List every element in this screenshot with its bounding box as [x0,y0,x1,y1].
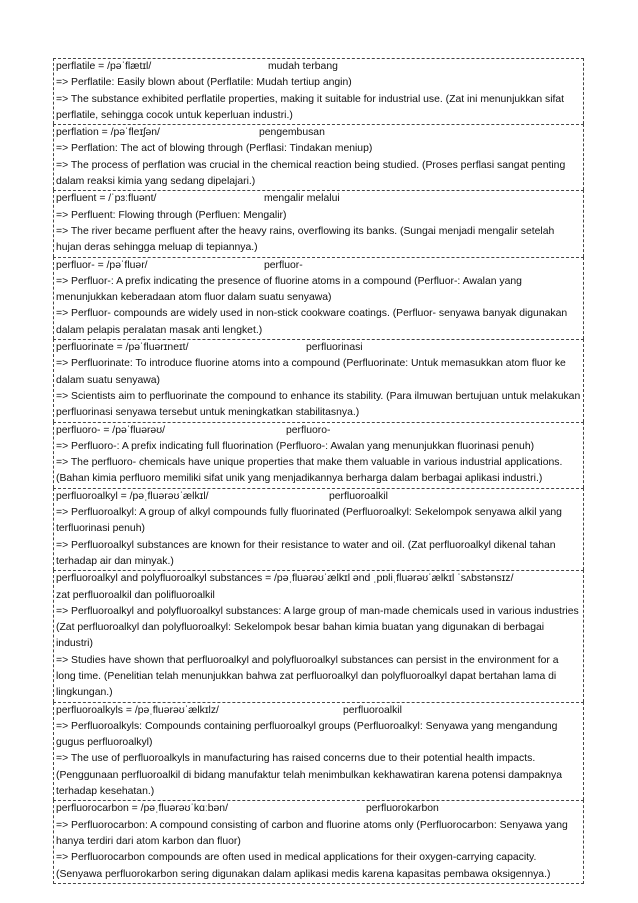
entry-translation: perfluoro- [286,424,331,436]
entry-example: => The river became perfluent after the heavy rains, overflowing its banks. (Sungai menjadi mengalir setelah hujan deras sehingga meluap di tepiannya.) [56,225,555,254]
entry-perfluoroalkyls [53,702,584,801]
entry-term: perflation = /pəˈfleɪʃən/ [56,127,160,139]
entry-perfluoroalkyl [53,488,584,570]
entry-definition: => Perfluoroalkyl and polyfluoroalkyl substances: A large group of man-made chemicals used in various industries (Zat perfluoroalkyl dan polyfluoroalkyl: Sekelompok besar bahan kimia buatan yang digunakan di berbagai industri) [56,605,579,650]
entry-example: => Perfluoroalkyl substances are known for their resistance to water and oil. (Zat perfluoroalkyl dikenal tahan terhadap air dan minyak.) [56,539,556,567]
entry-translation: perfluorokarbon [366,803,439,815]
entry-definition: => Perfluoroalkyl: A group of alkyl compounds fully fluorinated (Perfluoroalkyl: Sekelompok senyawa alkil yang terfluorinasi penuh) [56,507,562,535]
entry-translation: perfluor- [264,259,303,271]
entry-head [56,489,581,505]
entry-term: perfluorinate = /pəˈfluərɪneɪt/ [56,342,189,354]
entry-term: perfluorocarbon = /pəˌfluərəʊˈkɑːbən/ [56,803,228,815]
entry-definition: => Perfluor-: A prefix indicating the presence of fluorine atoms in a compound (Perfluor-: Awalan yang menunjukkan keberadaan atom fluor dalam suatu senyawa) [56,275,522,304]
glossary-page [53,58,584,884]
entry-example: => Scientists aim to perfluorinate the compound to enhance its stability. (Para ilmuwan bertujuan untuk melakukan perfluorinasi senyawa tersebut untuk meningkatkan stabilitasnya.) [56,390,581,419]
entry-definition: => Perfluorocarbon: A compound consisting of carbon and fluorine atoms only (Perfluorocarbon: Senyawa yang hanya terdiri dari atom karbon dan fluor) [56,819,568,847]
entry-term: perfluoroalkyl = /pəˌfluərəʊˈælkɪl/ [56,490,209,502]
entry-example: => Studies have shown that perfluoroalkyl and polyfluoroalkyl substances can persist in the environment for a long time. (Penelitian telah menunjukkan bahwa zat perfluoroalkyl dan polyfluoroalkyl dapat bertahan lama di lingkungan.) [56,654,559,699]
entry-translation: pengembusan [259,127,325,139]
entry-perfluoro [53,422,584,488]
entry-head [56,801,581,817]
entry-perfluorocarbon [53,800,584,883]
entry-perfluent [53,190,584,256]
entry-term: perfluoroalkyls = /pəˌfluərəʊˈælkɪlz/ [56,704,219,716]
entry-term: perflatile = /pəˈflætɪl/ [56,61,152,72]
entry-head [56,703,581,719]
entry-example: => Perfluor- compounds are widely used in non-stick cookware coatings. (Perfluor- senyawa banyak digunakan dalam pelapis peralatan masak anti lengket.) [56,308,568,336]
entry-translation: zat perfluoroalkil dan polifluoroalkil [56,589,215,601]
entry-head [56,258,581,274]
entry-translation: mengalir melalui [264,193,340,205]
entry-example: => The substance exhibited perflatile properties, making it suitable for industrial use. (Zat ini menunjukkan sifat perflatile, sehingga cocok untuk keperluan industri.) [56,93,565,121]
entry-example: => The perfluoro- chemicals have unique properties that make them valuable in various industrial applications. (Bahan kimia perfluoro memiliki sifat unik yang menjadikannya berharga dalam berbagai aplikasi industri.) [56,457,563,485]
entry-translation: perfluoroalkil [329,490,388,502]
entry-example: => Perfluorocarbon compounds are often used in medical applications for their oxygen-carrying capacity. (Senyawa perfluorokarbon sering digunakan dalam aplikasi medis karena kapasitas pembawa oksigennya.) [56,852,551,880]
entry-translation: perfluoroalkil [343,704,402,716]
entry-term: perfluoroalkyl and polyfluoroalkyl substances = /pəˌfluərəʊˈælkɪl ənd ˌpɒliˌfluərəʊˈælkɪl ˈsʌbstənsɪz/ [56,573,514,585]
entry-definition: => Perflation: The act of blowing through (Perflasi: Tindakan meniup) [56,143,373,155]
entry-definition: => Perfluoro-: A prefix indicating full fluorination (Perfluoro-: Awalan yang menunjukkan fluorinasi penuh) [56,440,535,452]
entry-definition: => Perflatile: Easily blown about (Perflatile: Mudah tertiup angin) [56,77,352,89]
entry-example: => The process of perflation was crucial in the chemical reaction being studied. (Proses perflasi sangat penting dalam reaksi kimia yang sedang dipelajari.) [56,159,566,188]
entry-definition: => Perfluorinate: To introduce fluorine atoms into a compound (Perfluorinate: Untuk memasukkan atom fluor ke dalam suatu senyawa) [56,358,566,386]
entry-translation: mudah terbang [268,61,338,72]
entry-perflation [53,124,584,190]
entry-definition: => Perfluoroalkyls: Compounds containing perfluoroalkyl groups (Perfluoroalkyl: Senyawa yang mengandung gugus perfluoroalkyl) [56,720,558,749]
entry-head [56,125,581,141]
entry-term: perfluoro- = /pəˈfluərəʊ/ [56,424,166,436]
entry-definition: => Perfluent: Flowing through (Perfluen: Mengalir) [56,209,287,221]
entry-pfas [53,570,584,701]
entry-head [56,423,581,439]
entry-head [56,59,581,75]
entry-perflatile [53,58,584,124]
entry-term: perfluent = /ˈpɜːfluənt/ [56,193,157,205]
entry-term: perfluor- = /pəˈfluər/ [56,259,148,271]
entry-head [56,191,581,207]
entry-head [56,340,581,356]
entry-example: => The use of perfluoroalkyls in manufacturing has raised concerns due to their potential health impacts. (Penggunaan perfluoroalkil di bidang manufaktur telah menimbulkan kekhawatiran karena potensi dampaknya terhadap kesehatan.) [56,753,562,798]
entry-perfluor [53,257,584,339]
entry-perfluorinate [53,339,584,421]
entry-translation: perfluorinasi [306,342,363,354]
